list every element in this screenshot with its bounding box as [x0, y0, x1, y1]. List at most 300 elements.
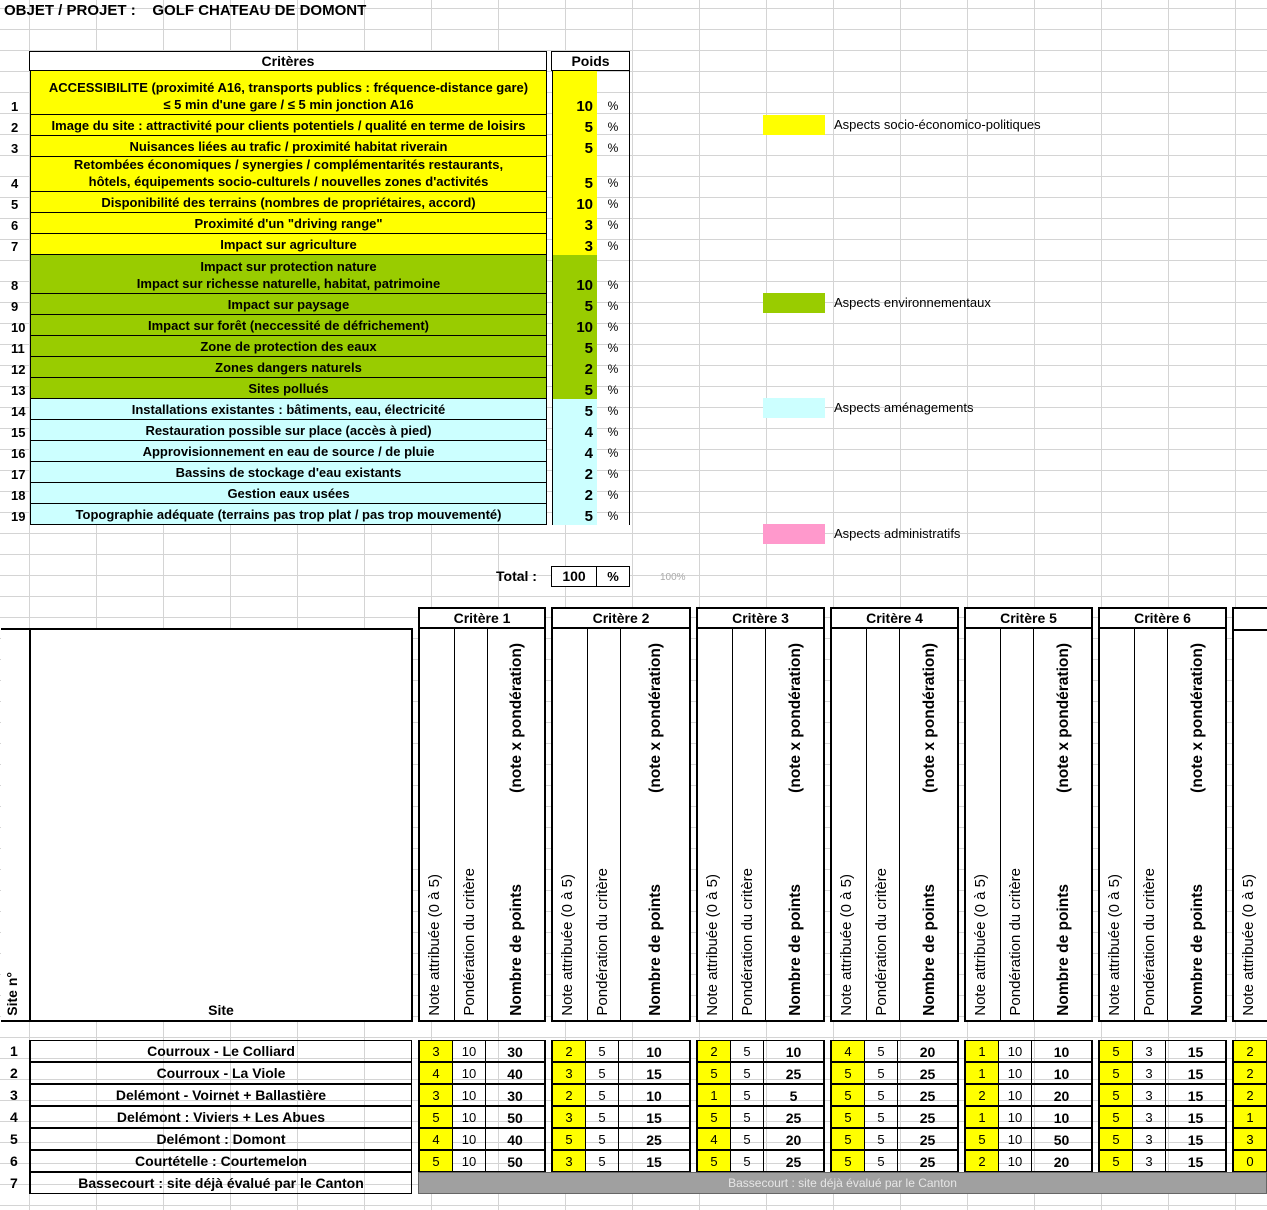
criteria-number: 19	[11, 509, 26, 524]
criteria-label	[30, 462, 547, 483]
subheader-divider	[587, 629, 588, 1020]
note-cell: 3	[551, 1062, 586, 1084]
legend-swatch	[763, 115, 825, 135]
criteria-unit: %	[597, 357, 630, 378]
criteria-label	[30, 213, 547, 234]
criteria-weight: 3	[552, 213, 597, 234]
weight-subheader: Pondération du critère	[739, 868, 756, 1016]
note-cell: 5	[830, 1106, 865, 1128]
criteria-label	[30, 336, 547, 357]
page-title: OBJET / PROJET : GOLF CHATEAU DE DOMONT	[4, 2, 367, 19]
weight-cell: 3	[1133, 1040, 1166, 1062]
note-cell: 0	[1232, 1150, 1267, 1172]
weight-cell: 5	[731, 1150, 764, 1172]
points-cell: 25	[898, 1062, 959, 1084]
criteria-label-text: Impact sur protection nature Impact sur richesse naturelle, habitat, patrimoine	[136, 259, 441, 291]
criteria-number: 17	[11, 467, 26, 482]
site-number: 7	[10, 1175, 18, 1191]
criteria-column-title-text: Critère 2	[592, 610, 650, 626]
points-cell: 10	[764, 1040, 825, 1062]
criteria-column-title-text: Critère 1	[453, 610, 511, 626]
criteria-label-text: Image du site : attractivité pour clients potentiels / qualité en terme de loisirs	[51, 118, 526, 133]
criteria-label-text: Approvisionnement en eau de source / de pluie	[142, 444, 435, 459]
criteria-unit: %	[597, 399, 630, 420]
weight-cell: 5	[731, 1106, 764, 1128]
criteria-label	[30, 378, 547, 399]
criteria-label-text: Restauration possible sur place (accès à pied)	[145, 423, 432, 438]
criteria-unit: %	[597, 115, 630, 136]
points-formula-subheader: (note x pondération)	[508, 643, 525, 793]
criteria-label	[30, 294, 547, 315]
site-name: Delémont : Viviers + Les Abues	[29, 1106, 412, 1128]
note-subheader: Note attribuée (0 à 5)	[972, 874, 989, 1016]
criteria-label-text: Impact sur paysage	[227, 297, 350, 312]
points-cell: 15	[619, 1106, 691, 1128]
points-cell: 20	[764, 1128, 825, 1150]
site-name: Bassecourt : site déjà évalué par le Canton	[29, 1172, 412, 1194]
note-cell: 5	[696, 1062, 731, 1084]
criteria-unit: %	[597, 136, 630, 157]
points-cell: 50	[1032, 1128, 1093, 1150]
total-unit: %	[607, 569, 619, 584]
note-cell: 4	[830, 1040, 865, 1062]
points-cell: 25	[898, 1106, 959, 1128]
site-header: Site	[208, 1002, 234, 1018]
criteria-number: 5	[11, 197, 19, 212]
subheader-divider	[1134, 629, 1135, 1020]
points-cell: 25	[898, 1128, 959, 1150]
site-number: 4	[10, 1109, 18, 1125]
note-cell: 2	[696, 1040, 731, 1062]
criteria-label	[30, 115, 547, 136]
criteria-label	[30, 357, 547, 378]
site-number: 3	[10, 1087, 18, 1103]
weight-cell: 5	[586, 1040, 619, 1062]
criteria-row	[1, 234, 1267, 255]
site-num-header: Site n°	[4, 972, 20, 1016]
note-cell: 5	[1098, 1040, 1133, 1062]
points-cell: 15	[619, 1150, 691, 1172]
weight-cell: 10	[999, 1128, 1032, 1150]
site-number: 1	[10, 1043, 18, 1059]
criteria-unit: %	[597, 255, 630, 294]
table-row	[0, 1040, 1267, 1062]
criteria-label	[30, 157, 547, 192]
table-row	[0, 1128, 1267, 1150]
points-cell: 25	[898, 1084, 959, 1106]
note-cell: 5	[1098, 1150, 1133, 1172]
criteria-number: 1	[11, 99, 19, 114]
weight-cell: 10	[453, 1040, 486, 1062]
points-cell: 15	[1166, 1150, 1227, 1172]
note-cell: 1	[964, 1106, 999, 1128]
weight-subheader: Pondération du critère	[1141, 868, 1158, 1016]
criteria-row	[1, 399, 1267, 420]
criteria-weight: 5	[552, 504, 597, 525]
criteria-number: 7	[11, 239, 19, 254]
points-cell: 25	[764, 1106, 825, 1128]
weight-cell: 5	[731, 1084, 764, 1106]
criteria-number: 9	[11, 299, 19, 314]
site-header-block	[1, 628, 413, 1022]
criteria-weight: 5	[552, 136, 597, 157]
note-cell: 1	[696, 1084, 731, 1106]
note-cell: 4	[418, 1128, 453, 1150]
criteria-unit: %	[597, 378, 630, 399]
criteria-unit: %	[597, 504, 630, 525]
note-cell: 5	[830, 1128, 865, 1150]
site-name: Courroux - La Viole	[29, 1062, 412, 1084]
criteria-number: 2	[11, 120, 19, 135]
weight-cell: 5	[865, 1150, 898, 1172]
criteria-row	[1, 483, 1267, 504]
weight-cell: 5	[731, 1040, 764, 1062]
points-cell: 25	[619, 1128, 691, 1150]
table-row	[0, 1150, 1267, 1172]
criteria-column-title-text: Critère 4	[866, 610, 923, 626]
criteria-subheader-block	[830, 629, 959, 1022]
legend-label: Aspects environnementaux	[834, 295, 991, 310]
points-formula-subheader: (note x pondération)	[920, 643, 938, 793]
criteria-label-text: Impact sur agriculture	[220, 237, 357, 252]
criteria-weight: 5	[552, 378, 597, 399]
points-cell: 10	[1032, 1106, 1093, 1128]
criteria-unit: %	[597, 315, 630, 336]
criteria-number: 18	[11, 488, 26, 503]
points-cell: 10	[1032, 1062, 1093, 1084]
criteria-row	[1, 71, 1267, 115]
criteria-subheader-block	[418, 629, 546, 1022]
table-row	[0, 1084, 1267, 1106]
points-formula-subheader: (note x pondération)	[786, 643, 804, 793]
weight-cell: 5	[865, 1062, 898, 1084]
points-cell: 15	[1166, 1040, 1227, 1062]
points-cell: 15	[619, 1062, 691, 1084]
criteria-label-text: Proximité d'un "driving range"	[194, 216, 383, 231]
note-cell: 5	[1098, 1128, 1133, 1150]
weight-cell: 10	[453, 1106, 486, 1128]
criteria-number: 4	[11, 176, 19, 191]
points-cell: 40	[486, 1128, 546, 1150]
note-cell: 2	[1232, 1040, 1267, 1062]
note-cell: 3	[551, 1150, 586, 1172]
weight-subheader: Pondération du critère	[873, 868, 890, 1016]
weight-subheader: Pondération du critère	[461, 868, 478, 1016]
subheader-divider	[765, 629, 766, 1020]
criteria-subheader-partial	[1232, 607, 1267, 1022]
points-cell: 10	[619, 1084, 691, 1106]
criteria-weight: 10	[552, 192, 597, 213]
points-subheader: Nombre de points	[786, 884, 804, 1016]
criteria-unit: %	[597, 157, 630, 192]
criteria-unit: %	[597, 192, 630, 213]
criteria-label	[30, 420, 547, 441]
criteria-label-text: Retombées économiques / synergies / complémentarités restaurants, hôtels, équipements socio-culturels / nouvelles zones d'activités	[73, 157, 504, 189]
criteria-row	[1, 357, 1267, 378]
weight-cell: 5	[586, 1062, 619, 1084]
weight-cell: 5	[865, 1040, 898, 1062]
criteria-column-title	[696, 607, 825, 629]
criteria-column-title-text: Critère 6	[1134, 610, 1191, 626]
points-cell: 25	[898, 1150, 959, 1172]
criteria-row	[1, 255, 1267, 294]
points-subheader: Nombre de points	[508, 884, 525, 1016]
criteria-number: 12	[11, 362, 26, 377]
criteria-label-text: Topographie adéquate (terrains pas trop plat / pas trop mouvementé)	[75, 507, 502, 522]
points-formula-subheader: (note x pondération)	[1054, 643, 1072, 793]
points-cell: 5	[764, 1084, 825, 1106]
note-subheader: Note attribuée (0 à 5)	[1106, 874, 1123, 1016]
note-cell: 2	[1232, 1084, 1267, 1106]
criteria-label	[30, 192, 547, 213]
points-cell: 20	[1032, 1150, 1093, 1172]
weight-subheader: Pondération du critère	[594, 868, 611, 1016]
points-cell: 15	[1166, 1128, 1227, 1150]
table-row	[0, 1172, 1267, 1194]
criteria-weight: 10	[552, 255, 597, 294]
subheader-divider	[732, 629, 733, 1020]
criteria-unit: %	[597, 234, 630, 255]
criteria-row	[1, 336, 1267, 357]
note-cell: 4	[418, 1062, 453, 1084]
legend-swatch	[763, 398, 825, 418]
note-cell: 5	[964, 1128, 999, 1150]
criteria-weight: 2	[552, 357, 597, 378]
legend-label: Aspects socio-économico-politiques	[834, 117, 1041, 132]
criteria-column-title-text: Critère 3	[732, 610, 789, 626]
criteria-column-title-text: Critère 5	[1000, 610, 1057, 626]
note-cell: 3	[551, 1106, 586, 1128]
note-subheader: Note attribuée (0 à 5)	[1240, 874, 1257, 1016]
criteria-label-text: Disponibilité des terrains (nombres de propriétaires, accord)	[101, 195, 476, 210]
criteria-label	[30, 71, 547, 115]
criteria-number: 11	[11, 341, 25, 356]
note-cell: 3	[1232, 1128, 1267, 1150]
points-subheader: Nombre de points	[920, 884, 938, 1016]
criteria-label	[30, 483, 547, 504]
note-subheader: Note attribuée (0 à 5)	[838, 874, 855, 1016]
weight-cell: 5	[586, 1084, 619, 1106]
criteria-subheader-block	[964, 629, 1093, 1022]
subheader-divider	[899, 629, 900, 1020]
criteria-weight: 5	[552, 115, 597, 136]
criteria-unit: %	[597, 483, 630, 504]
note-cell: 5	[830, 1062, 865, 1084]
total-label: Total :	[496, 568, 537, 584]
points-formula-subheader: (note x pondération)	[647, 643, 664, 793]
weight-cell: 10	[999, 1106, 1032, 1128]
criteria-label-text: Sites pollués	[248, 381, 329, 396]
criteria-label	[30, 504, 547, 525]
subheader-divider	[1167, 629, 1168, 1020]
total-box	[551, 566, 630, 587]
note-subheader: Note attribuée (0 à 5)	[704, 874, 721, 1016]
criteria-number: 3	[11, 141, 19, 156]
criteria-label-text: ACCESSIBILITE (proximité A16, transports publics : fréquence-distance gare) ≤ 5 min d'une gare / ≤ 5 min jonction A16	[48, 80, 529, 112]
legend-swatch	[763, 293, 825, 313]
criteria-number: 10	[11, 320, 26, 335]
criteria-row	[1, 462, 1267, 483]
criteria-row	[1, 115, 1267, 136]
legend-label: Aspects administratifs	[834, 526, 961, 541]
note-cell: 1	[964, 1040, 999, 1062]
points-cell: 25	[764, 1062, 825, 1084]
criteria-label	[30, 399, 547, 420]
subheader-divider	[1033, 629, 1034, 1020]
weight-cell: 3	[1133, 1128, 1166, 1150]
criteria-column-title	[964, 607, 1093, 629]
criteria-weight: 5	[552, 399, 597, 420]
note-cell: 2	[964, 1084, 999, 1106]
criteria-label-text: Bassins de stockage d'eau existants	[175, 465, 402, 480]
subheader-divider	[1000, 629, 1001, 1020]
criteria-row	[1, 378, 1267, 399]
points-cell: 15	[1166, 1106, 1227, 1128]
subheader-divider	[866, 629, 867, 1020]
note-cell: 3	[418, 1084, 453, 1106]
criteria-subheader-block	[1098, 629, 1227, 1022]
criteria-header: Critères	[29, 51, 547, 71]
site-number: 6	[10, 1153, 18, 1169]
weight-cell: 3	[1133, 1084, 1166, 1106]
criteria-unit: %	[597, 71, 630, 115]
weight-cell: 3	[1133, 1062, 1166, 1084]
criteria-weight: 10	[552, 315, 597, 336]
note-cell: 5	[418, 1106, 453, 1128]
weight-cell: 3	[1133, 1106, 1166, 1128]
points-cell: 50	[486, 1106, 546, 1128]
criteria-number: 8	[11, 278, 19, 293]
grey-note: Bassecourt : site déjà évalué par le Canton	[418, 1172, 1267, 1194]
criteria-label	[30, 255, 547, 294]
total-value: 100	[552, 567, 597, 586]
note-cell: 5	[696, 1150, 731, 1172]
note-cell: 1	[964, 1062, 999, 1084]
legend-swatch	[763, 524, 825, 544]
weight-cell: 5	[865, 1084, 898, 1106]
weight-cell: 5	[586, 1128, 619, 1150]
criteria-number: 6	[11, 218, 19, 233]
weight-cell: 10	[999, 1040, 1032, 1062]
points-cell: 15	[1166, 1062, 1227, 1084]
criteria-weight: 4	[552, 420, 597, 441]
criteria-weight: 5	[552, 157, 597, 192]
weight-cell: 5	[731, 1062, 764, 1084]
note-cell: 1	[1232, 1106, 1267, 1128]
note-subheader: Note attribuée (0 à 5)	[426, 874, 443, 1016]
criteria-row	[1, 315, 1267, 336]
weight-cell: 10	[453, 1128, 486, 1150]
subheader-divider	[454, 629, 455, 1020]
subheader-divider	[620, 629, 621, 1020]
legend-label: Aspects aménagements	[834, 400, 974, 415]
note-cell: 2	[551, 1084, 586, 1106]
site-name: Courroux - Le Colliard	[29, 1040, 412, 1062]
site-name: Courtételle : Courtemelon	[29, 1150, 412, 1172]
points-cell: 30	[486, 1040, 546, 1062]
table-row	[0, 1062, 1267, 1084]
criteria-label-text: Installations existantes : bâtiments, eau, électricité	[131, 402, 446, 417]
criteria-number: 15	[11, 425, 26, 440]
criteria-label-text: Impact sur forêt (neccessité de défrichement)	[147, 318, 430, 333]
site-header-divider	[29, 630, 31, 1020]
weight-cell: 5	[586, 1150, 619, 1172]
points-cell: 25	[764, 1150, 825, 1172]
weight-subheader: Pondération du critère	[1007, 868, 1024, 1016]
weight-cell: 10	[999, 1062, 1032, 1084]
criteria-row	[1, 213, 1267, 234]
criteria-label	[30, 441, 547, 462]
weight-header: Poids	[551, 51, 630, 71]
note-cell: 2	[1232, 1062, 1267, 1084]
criteria-weight: 10	[552, 71, 597, 115]
weight-cell: 5	[586, 1106, 619, 1128]
site-name: Delémont : Domont	[29, 1128, 412, 1150]
note-subheader: Note attribuée (0 à 5)	[559, 874, 576, 1016]
criteria-label-text: Zone de protection des eaux	[200, 339, 377, 354]
site-number: 2	[10, 1065, 18, 1081]
criteria-number: 14	[11, 404, 26, 419]
criteria-row	[1, 192, 1267, 213]
weight-cell: 10	[453, 1084, 486, 1106]
criteria-unit: %	[597, 420, 630, 441]
points-cell: 20	[1032, 1084, 1093, 1106]
points-subheader: Nombre de points	[1188, 884, 1206, 1016]
criteria-weight: 3	[552, 234, 597, 255]
note-cell: 4	[696, 1128, 731, 1150]
note-cell: 5	[696, 1106, 731, 1128]
criteria-title-divider	[1234, 629, 1267, 631]
criteria-subheader-block	[551, 629, 691, 1022]
points-cell: 20	[898, 1040, 959, 1062]
criteria-column-title	[418, 607, 546, 629]
criteria-column-title	[1098, 607, 1227, 629]
criteria-column-title	[830, 607, 959, 629]
subheader-divider	[487, 629, 488, 1020]
note-cell: 3	[418, 1040, 453, 1062]
criteria-label-text: Zones dangers naturels	[215, 360, 362, 375]
weight-cell: 5	[731, 1128, 764, 1150]
points-cell: 15	[1166, 1084, 1227, 1106]
weight-cell: 10	[453, 1062, 486, 1084]
criteria-number: 13	[11, 383, 26, 398]
criteria-column-title	[551, 607, 691, 629]
note-cell: 5	[830, 1084, 865, 1106]
points-subheader: Nombre de points	[1054, 884, 1072, 1016]
criteria-label-text: Gestion eaux usées	[227, 486, 350, 501]
table-row	[0, 1106, 1267, 1128]
note-cell: 5	[1098, 1062, 1133, 1084]
criteria-row	[1, 504, 1267, 525]
criteria-unit: %	[597, 336, 630, 357]
criteria-row	[1, 294, 1267, 315]
criteria-weight: 4	[552, 441, 597, 462]
points-formula-subheader: (note x pondération)	[1188, 643, 1206, 793]
note-cell: 5	[1098, 1106, 1133, 1128]
site-name: Delémont - Voirnet + Ballastière	[29, 1084, 412, 1106]
weight-cell: 5	[865, 1106, 898, 1128]
criteria-unit: %	[597, 441, 630, 462]
weight-cell: 5	[865, 1128, 898, 1150]
weight-cell: 10	[453, 1150, 486, 1172]
criteria-row	[1, 136, 1267, 157]
criteria-subheader-block	[696, 629, 825, 1022]
criteria-label	[30, 315, 547, 336]
criteria-label	[30, 234, 547, 255]
note-cell: 5	[1098, 1084, 1133, 1106]
criteria-weight: 5	[552, 294, 597, 315]
criteria-label	[30, 136, 547, 157]
